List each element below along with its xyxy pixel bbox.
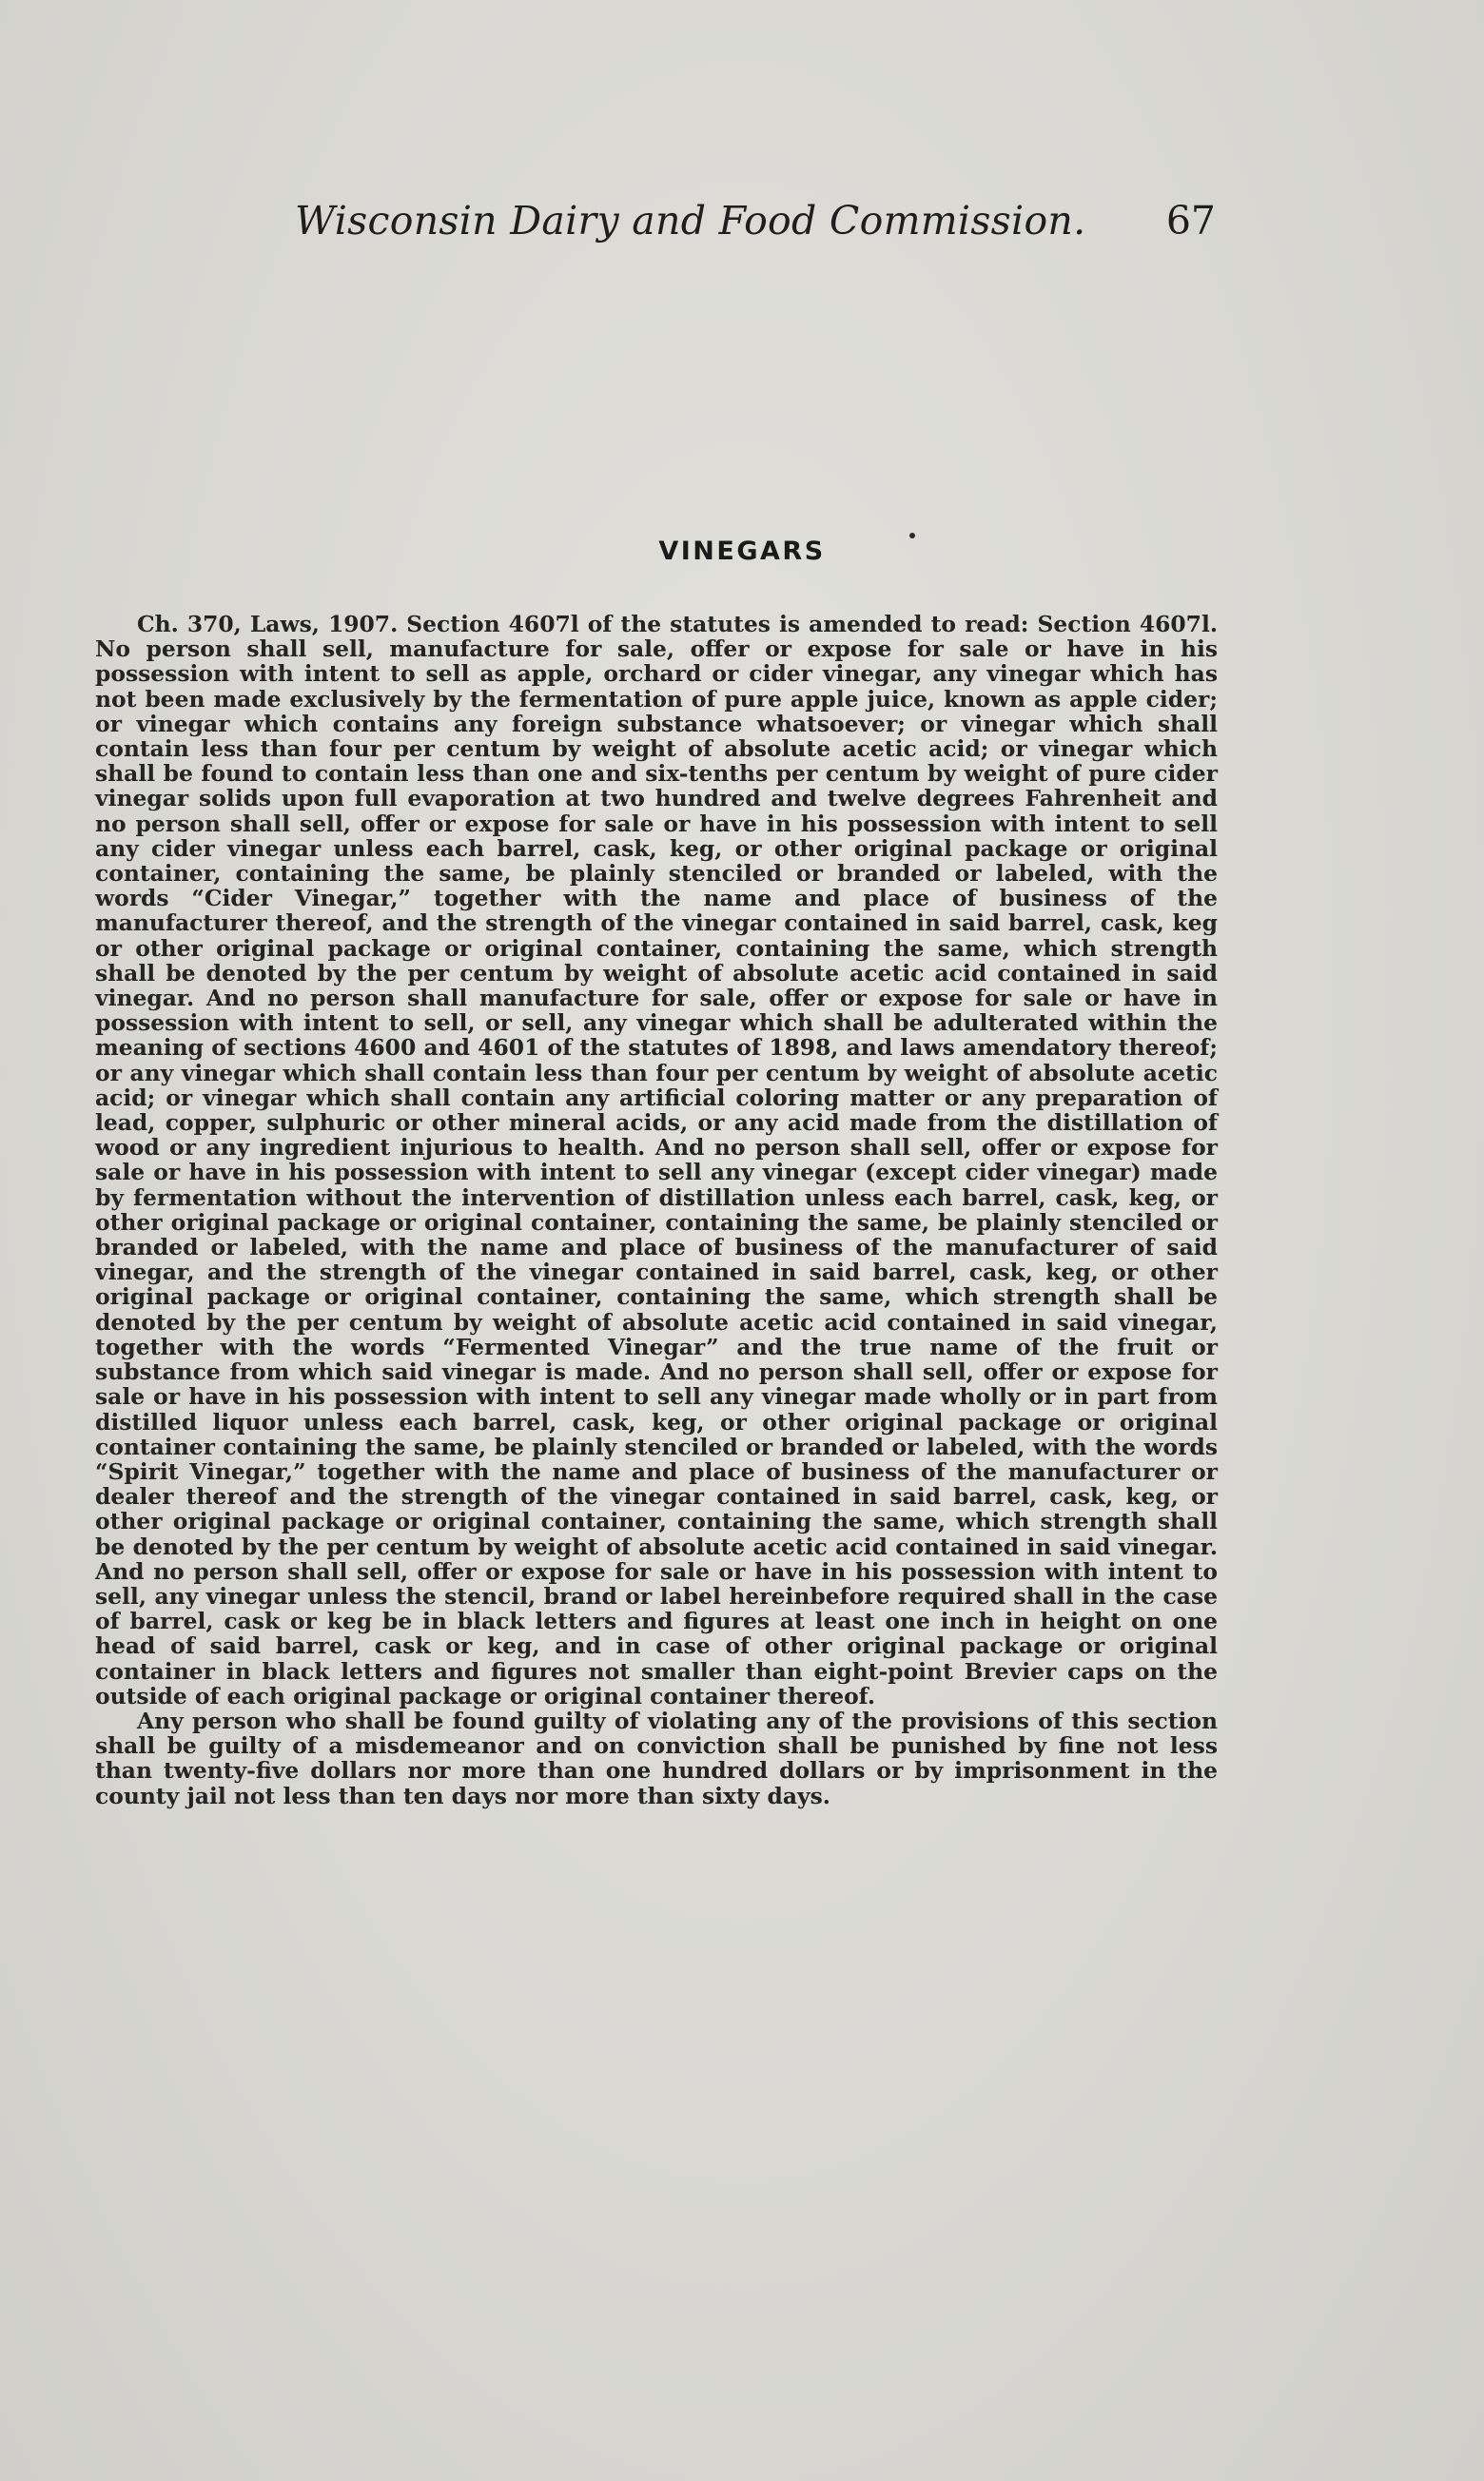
page-header xyxy=(295,198,1216,255)
statute-paragraph: Ch. 370, Laws, 1907. Section 4607l of the statutes is amended to read: Section 4607l. No person shall sell, manufacture for sale, offer or expose for sale or have in his possession with intent to sell as apple, orchard or cider vinegar, any vinegar which has not been made exclusively by the fermentation of pure apple juice, known as apple cider; or vinegar which contains any foreign substance whatsoever; or vinegar which shall contain less than four per centum by weight of absolute acetic acid; or vinegar which shall be found to contain less than one and six-tenths per centum by weight of pure cider vinegar solids upon full evaporation at two hundred and twelve degrees Fahrenheit and no person shall sell, offer or expose for sale or have in his possession with intent to sell any cider vinegar unless each barrel, cask, keg, or other original package or original container, containing the same, be plainly stenciled or branded or labeled, with the words “Cider Vinegar,” together with the name and place of business of the manufacturer thereof, and the strength of the vinegar contained in said barrel, cask, keg or other original package or original container, containing the same, which strength shall be denoted by the per centum by weight of absolute acetic acid contained in said vinegar. And no person shall manufacture for sale, offer or expose for sale or have in possession with intent to sell, or sell, any vinegar which shall be adulterated within the meaning of sections 4600 and 4601 of the statutes of 1898, and laws amendatory thereof; or any vinegar which shall contain less than four per centum by weight of absolute acetic acid; or vinegar which shall contain any artificial coloring matter or any preparation of lead, copper, sulphuric or other mineral acids, or any acid made from the distillation of wood or any ingredient injurious to health. And no person shall sell, offer or expose for sale or have in his possession with intent to sell any vinegar (except cider vinegar) made by fermentation without the intervention of distillation unless each barrel, cask, keg, or other original package or original container, containing the same, be plainly stenciled or branded or labeled, with the name and place of business of the manufacturer of said vinegar, and the strength of the vinegar contained in said barrel, cask, keg, or other original package or original container, containing the same, which strength shall be denoted by the per centum by weight of absolute acetic acid contained in said vinegar, together with the words “Fermented Vinegar” and the true name of the fruit or substance from which said vinegar is made. And no person shall sell, offer or expose for sale or have in his possession with intent to sell any vinegar made wholly or in part from distilled liquor unless each barrel, cask, keg, or other original package or original container containing the same, be plainly stenciled or branded or labeled, with the words “Spirit Vinegar,” together with the name and place of business of the manufacturer or dealer thereof and the strength of the vinegar contained in said barrel, cask, keg, or other original package or original container, containing the same, which strength shall be denoted by the per centum by weight of absolute acetic acid contained in said vinegar. And no person shall sell, offer or expose for sale or have in his possession with intent to sell, any vinegar unless the stencil, brand or label hereinbefore required shall in the case of barrel, cask or keg be in black letters and figures at least one inch in height on one head of said barrel, cask or keg, and in case of other original package or original container in black letters and figures not smaller than eight-point Brevier caps on the outside of each original package or original container thereof. xyxy=(95,611,1218,1709)
page-number: 67 xyxy=(1165,198,1216,244)
body-text xyxy=(95,612,1218,1808)
section-heading: VINEGARS xyxy=(658,537,826,566)
running-title: Wisconsin Dairy and Food Commission. xyxy=(295,198,1086,244)
ink-speck xyxy=(909,533,915,538)
penalty-paragraph: Any person who shall be found guilty of violating any of the provisions of this section shall be guilty of a misdemeanor and on conviction shall be punished by fine not less than twenty-five dollars nor more than one hundred dollars or by imprisonment in the county jail not less than ten days nor more than sixty days. xyxy=(95,1707,1218,1809)
